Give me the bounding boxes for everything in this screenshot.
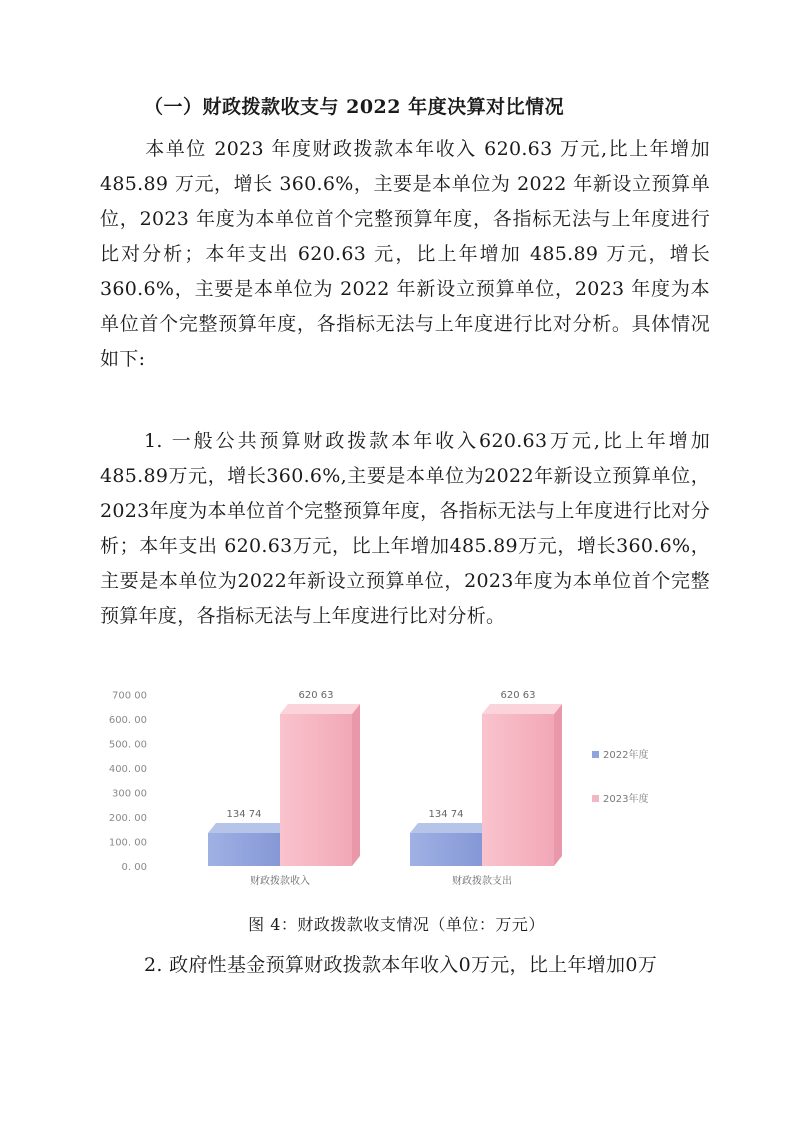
legend-label: 2023年度 xyxy=(603,794,649,805)
bar-top xyxy=(482,704,562,714)
x-tick-label: 财政拨款收入 xyxy=(250,876,310,887)
bar-2022-0 xyxy=(208,823,288,866)
bar-front xyxy=(410,833,482,866)
data-label: 620 63 xyxy=(500,689,536,701)
bar-2022-1 xyxy=(410,823,490,866)
y-tick-label: 500. 00 xyxy=(108,739,147,751)
paragraph-general-budget xyxy=(100,424,710,634)
bar-top xyxy=(410,823,490,833)
section-heading: （一）财政拨款收支与 2022 年度决算对比情况 xyxy=(144,96,565,118)
paragraph-general-budget-text: 1. 一般公共预算财政拨款本年收入620.63万元,比上年增加485.89万元，增长360.6%,主要是本单位为2022年新设立预算单位，2023年度为本单位首个完整预算年度，各指标无法与上年度进行比对分析；本年支出 620.63万元，比上年增加485.89万元，增长360.6%，主要是本单位为2022年新设立预算单位，2023年度为本单位首个完整预算年度，各指标无法与上年度进行比对分析。 xyxy=(100,430,710,627)
bar-2023-1 xyxy=(482,704,562,866)
y-tick-label: 700 00 xyxy=(112,690,147,702)
bar-front xyxy=(280,714,352,866)
paragraph-government-fund: 2. 政府性基金预算财政拨款本年收入0万元，比上年增加0万 xyxy=(144,954,658,976)
y-tick-label: 600. 00 xyxy=(108,715,147,726)
bar-front xyxy=(208,833,280,866)
bar-2023-0 xyxy=(280,704,360,866)
data-label: 134 74 xyxy=(226,808,262,820)
bar-side xyxy=(554,704,562,866)
data-label: 134 74 xyxy=(428,808,464,820)
legend-label: 2022年度 xyxy=(603,750,649,761)
chart-legend xyxy=(592,748,648,805)
y-tick-label: 200. 00 xyxy=(108,813,147,824)
data-label: 620 63 xyxy=(298,689,334,701)
y-tick-label: 400. 00 xyxy=(108,764,147,775)
fiscal-appropriation-chart xyxy=(108,672,680,892)
bar-top xyxy=(280,704,360,714)
paragraph-overview xyxy=(100,132,710,377)
legend-swatch xyxy=(592,795,599,802)
bar-front xyxy=(482,714,554,866)
y-tick-label: 300 00 xyxy=(112,788,147,800)
x-axis-labels xyxy=(250,874,512,887)
y-tick-label: 100. 00 xyxy=(108,837,147,849)
bar-side xyxy=(352,704,360,866)
bar-top xyxy=(208,823,288,833)
paragraph-overview-text: 本单位 2023 年度财政拨款本年收入 620.63 万元,比上年增加 485.89 万元，增长 360.6%，主要是本单位为 2022 年新设立预算单位，2023 年度为本单位首个完整预算年度，各指标无法与上年度进行比对分析；本年支出 620.63 元，比上年增加 485.89 万元，增长 360.6%，主要是本单位为 2022 年新设立预算单位，2023 年度为本单位首个完整预算年度，各指标无法与上年度进行比对分析。具体情况如下: xyxy=(100,138,710,370)
y-axis-ticks xyxy=(109,691,147,874)
legend-swatch xyxy=(592,751,599,758)
x-tick-label: 财政拨款支出 xyxy=(452,876,512,887)
y-tick-label: 0. 00 xyxy=(121,862,147,873)
figure-caption: 图 4：财政拨款收支情况（单位：万元） xyxy=(248,915,545,934)
chart-bars xyxy=(208,704,562,866)
